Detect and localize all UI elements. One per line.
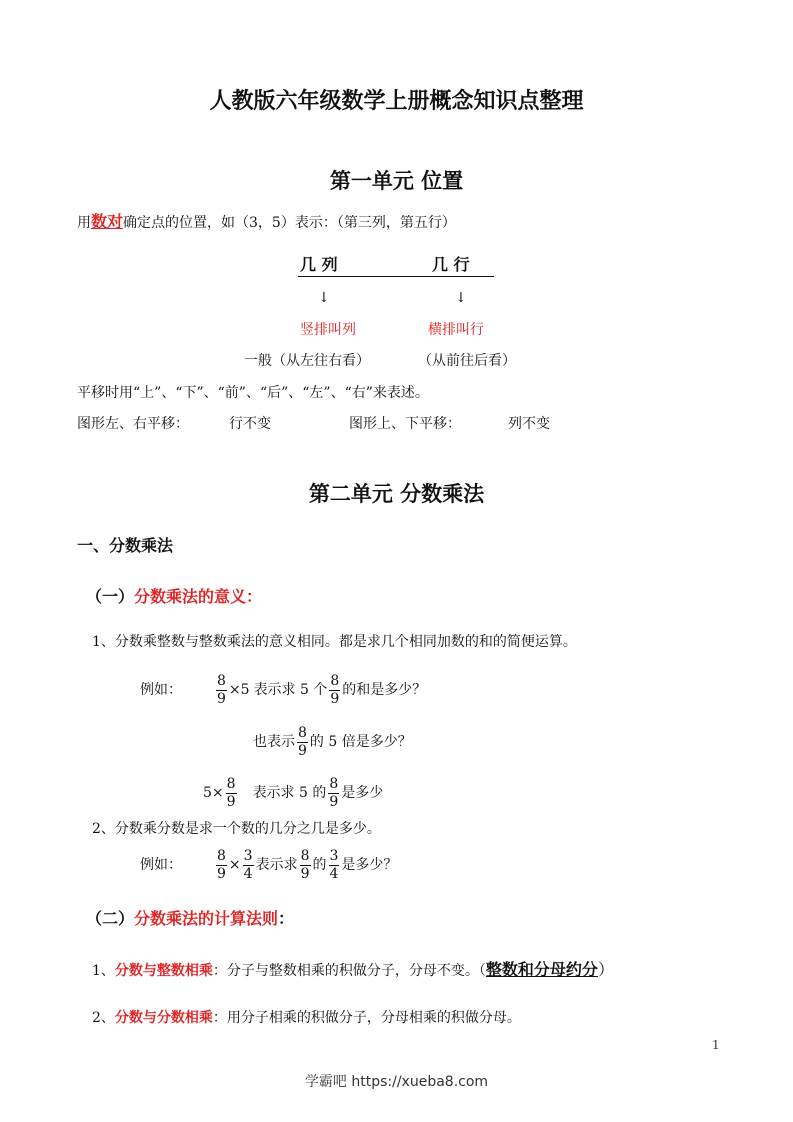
- example2-end: 是多少？: [341, 857, 398, 873]
- rule1-text: ：分子与整数相乘的积做分子，分母不变。（: [212, 963, 486, 979]
- sub2-label: 分数乘法的计算法则: [134, 909, 279, 928]
- fraction: $\frac{8}{9}$: [300, 847, 310, 882]
- footer-watermark: 学霸吧 https://xueba8.com: [304, 1074, 489, 1090]
- rule2-text: ：用分子相乘的积做分子，分母相乘的积做分母。: [212, 1010, 521, 1026]
- example1c: [203, 773, 383, 813]
- sub1-label: 分数乘法的意义：: [134, 587, 263, 606]
- example1-end: 的和是多少？: [342, 682, 427, 698]
- intro-post: 确定点的位置，如（3，5）表示：（第三列，第五行）: [123, 215, 456, 231]
- example2-label: 例如：: [140, 857, 182, 873]
- rule1-label: 分数与整数相乘: [114, 963, 213, 979]
- example2-of: 的: [312, 857, 327, 873]
- rule1-emph: 整数和分母约分: [485, 960, 598, 979]
- rule2-label: 分数与分数相乘: [114, 1010, 213, 1026]
- document-title: 人教版六年级数学上册概念知识点整理: [209, 88, 584, 114]
- sub2-prefix: （二）: [86, 909, 135, 928]
- example1b-pre: 也表示: [253, 734, 295, 750]
- rule1-num: 1、: [92, 963, 115, 979]
- ud-label: 图形上、下平移：: [349, 416, 461, 432]
- times-5: ×5: [228, 682, 250, 698]
- order-right: （从前往后看）: [418, 353, 516, 369]
- example1c-mid: 表示求 5 的: [252, 785, 327, 801]
- sub2-suffix: ：: [278, 909, 295, 928]
- rule2: [92, 1008, 521, 1028]
- rule1: [92, 960, 614, 981]
- translate-note: 平移时用“上”、“下”、“前”、“后”、“左”、“右”来表述。: [77, 385, 429, 401]
- row-label: 几 行: [432, 255, 470, 274]
- arrow-down-icon: ↓: [318, 290, 330, 306]
- example1c-pre: 5×: [203, 785, 224, 801]
- fraction: $\frac{8}{9}$: [298, 724, 307, 759]
- section1-heading: 一、分数乘法: [77, 536, 174, 555]
- fraction: $\frac{8}{9}$: [217, 847, 226, 882]
- sub1-heading: [86, 584, 262, 607]
- example1b: [253, 722, 412, 762]
- point1: 1、分数乘整数与整数乘法的意义相同。都是求几个相同加数的和的简便运算。: [92, 634, 577, 650]
- order-left: 一般（从左往右看）: [244, 353, 370, 369]
- example1-mid: 表示求 5 个: [253, 682, 328, 698]
- keyword-shudui: 数对: [91, 212, 124, 231]
- intro-pre: 用: [77, 215, 91, 231]
- fraction: $\frac{8}{9}$: [329, 775, 339, 810]
- example2: [140, 845, 397, 885]
- col-note: 竖排叫列: [300, 322, 356, 338]
- example1-label: 例如：: [140, 682, 182, 698]
- sub1-prefix: （一）: [86, 587, 135, 606]
- fraction: $\frac{8}{9}$: [226, 775, 236, 810]
- unit1-intro: [77, 212, 456, 233]
- unit1-heading: 第一单元 位置: [329, 168, 464, 193]
- ud-value: 列不变: [508, 416, 550, 432]
- point2: 2、分数乘分数是求一个数的几分之几是多少。: [92, 821, 381, 837]
- rule2-num: 2、: [92, 1010, 115, 1026]
- page-number: 1: [712, 1038, 720, 1052]
- example2-mid: 表示求: [255, 857, 298, 873]
- sub2-heading: [86, 906, 294, 929]
- example1: [140, 670, 426, 710]
- arrow-down-icon: ↓: [455, 290, 467, 306]
- fraction: $\frac{8}{9}$: [217, 672, 226, 707]
- fraction: $\frac{3}{4}$: [243, 847, 253, 882]
- times-sign: ×: [228, 857, 241, 873]
- example1b-end: 的 5 倍是多少？: [309, 734, 412, 750]
- fraction: $\frac{8}{9}$: [330, 672, 340, 707]
- lr-label: 图形左、右平移：: [77, 416, 189, 432]
- row-note: 横排叫行: [428, 322, 484, 338]
- unit2-heading: 第二单元 分数乘法: [308, 481, 485, 506]
- fraction: $\frac{3}{4}$: [329, 847, 339, 882]
- rule1-close: ）: [597, 960, 614, 979]
- lr-value: 行不变: [229, 416, 271, 432]
- col-label: 几 列: [300, 255, 338, 274]
- example1c-end: 是多少: [341, 785, 384, 801]
